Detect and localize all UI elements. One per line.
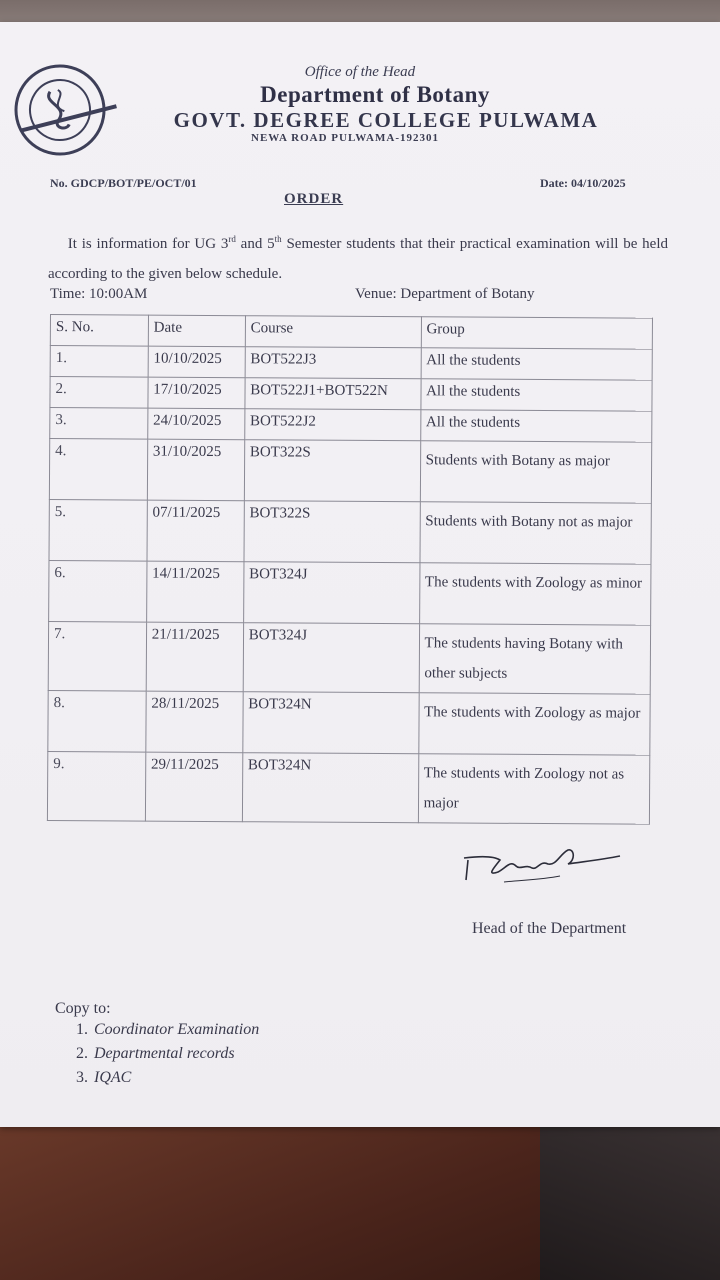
row-course: BOT322S — [244, 440, 420, 502]
row-group: The students with Zoology not as major — [418, 754, 650, 824]
list-item-text: Departmental records — [94, 1045, 235, 1062]
row-course: BOT522J2 — [244, 409, 420, 441]
row-group: The students with Zoology as minor — [419, 563, 651, 625]
intro-text-3: Semester students that their practical examination will be held according to the given below schedule. — [48, 236, 668, 282]
table-row — [50, 408, 652, 443]
reference-number: No. GDCP/BOT/PE/OCT/01 — [50, 176, 197, 190]
table-row — [48, 621, 650, 694]
table-row — [49, 439, 651, 504]
document-page — [0, 22, 720, 1127]
list-item-text: IQAC — [94, 1069, 132, 1086]
list-item-number: 1. — [76, 1021, 88, 1038]
row-group: Students with Botany not as major — [420, 502, 652, 564]
row-sno: 3. — [50, 408, 148, 440]
list-item-number: 3. — [76, 1069, 88, 1086]
table-row — [48, 690, 650, 755]
list-item-number: 2. — [76, 1045, 88, 1062]
table-row — [47, 751, 649, 824]
intro-sup-1: rd — [228, 234, 236, 244]
table-row — [50, 377, 652, 412]
row-group: All the students — [421, 348, 653, 380]
row-course: BOT522J1+BOT522N — [245, 378, 421, 410]
row-course: BOT324J — [243, 623, 419, 693]
row-date: 14/11/2025 — [146, 561, 243, 623]
row-date: 17/10/2025 — [148, 377, 245, 409]
row-sno: 4. — [49, 439, 147, 501]
order-date: Date: 04/10/2025 — [540, 176, 626, 190]
list-item — [76, 1066, 259, 1090]
signature-icon — [460, 830, 630, 890]
intro-paragraph — [48, 224, 668, 289]
row-date: 29/11/2025 — [145, 752, 242, 822]
intro-text-2: and 5 — [235, 236, 275, 252]
row-sno: 2. — [50, 377, 148, 409]
row-group: Students with Botany as major — [420, 441, 652, 503]
college-address: NEWA ROAD PULWAMA-192301 — [251, 132, 439, 144]
row-sno: 1. — [50, 346, 148, 378]
row-group: The students with Zoology as major — [418, 693, 650, 755]
copy-to-list — [76, 1018, 259, 1090]
header-sno: S. No. — [50, 315, 148, 347]
row-sno: 6. — [49, 560, 147, 622]
row-date: 07/11/2025 — [147, 500, 244, 562]
schedule-table — [47, 314, 653, 825]
row-course: BOT324N — [242, 753, 418, 823]
row-sno: 8. — [48, 690, 146, 752]
row-course: BOT522J3 — [245, 347, 421, 379]
list-item — [76, 1042, 259, 1066]
row-group: All the students — [420, 410, 652, 442]
row-course: BOT324J — [243, 562, 419, 624]
header-group: Group — [421, 317, 653, 349]
header-course: Course — [245, 316, 421, 348]
row-date: 10/10/2025 — [148, 346, 245, 378]
table-header-row — [50, 315, 652, 350]
table-row — [49, 499, 651, 564]
row-course: BOT322S — [244, 501, 420, 563]
row-sno: 5. — [49, 499, 147, 561]
list-item-text: Coordinator Examination — [94, 1021, 260, 1038]
header-date: Date — [148, 315, 245, 347]
table-row — [49, 560, 651, 625]
row-date: 31/10/2025 — [147, 439, 244, 501]
row-date: 24/10/2025 — [148, 408, 245, 440]
row-group: All the students — [421, 379, 653, 411]
signatory-title: Head of the Department — [472, 920, 627, 937]
order-title: ORDER — [284, 191, 344, 207]
row-date: 28/11/2025 — [146, 691, 243, 753]
row-group: The students having Botany with other subjects — [419, 624, 651, 694]
table-row — [50, 346, 652, 381]
row-date: 21/11/2025 — [146, 622, 243, 692]
intro-sup-2: th — [274, 234, 282, 244]
exam-venue: Venue: Department of Botany — [355, 286, 535, 302]
row-sno: 7. — [48, 621, 146, 691]
copy-to-title: Copy to: — [55, 1000, 111, 1017]
list-item — [76, 1018, 259, 1042]
office-heading: Office of the Head — [304, 64, 416, 80]
intro-text-1: It is information for UG 3 — [67, 236, 229, 252]
exam-time: Time: 10:00AM — [50, 286, 148, 302]
row-sno: 9. — [47, 751, 145, 821]
row-course: BOT324N — [243, 692, 419, 754]
background-table-surface — [0, 1110, 720, 1280]
college-heading: GOVT. DEGREE COLLEGE PULWAMA — [173, 108, 599, 132]
department-heading: Department of Botany — [260, 82, 490, 107]
